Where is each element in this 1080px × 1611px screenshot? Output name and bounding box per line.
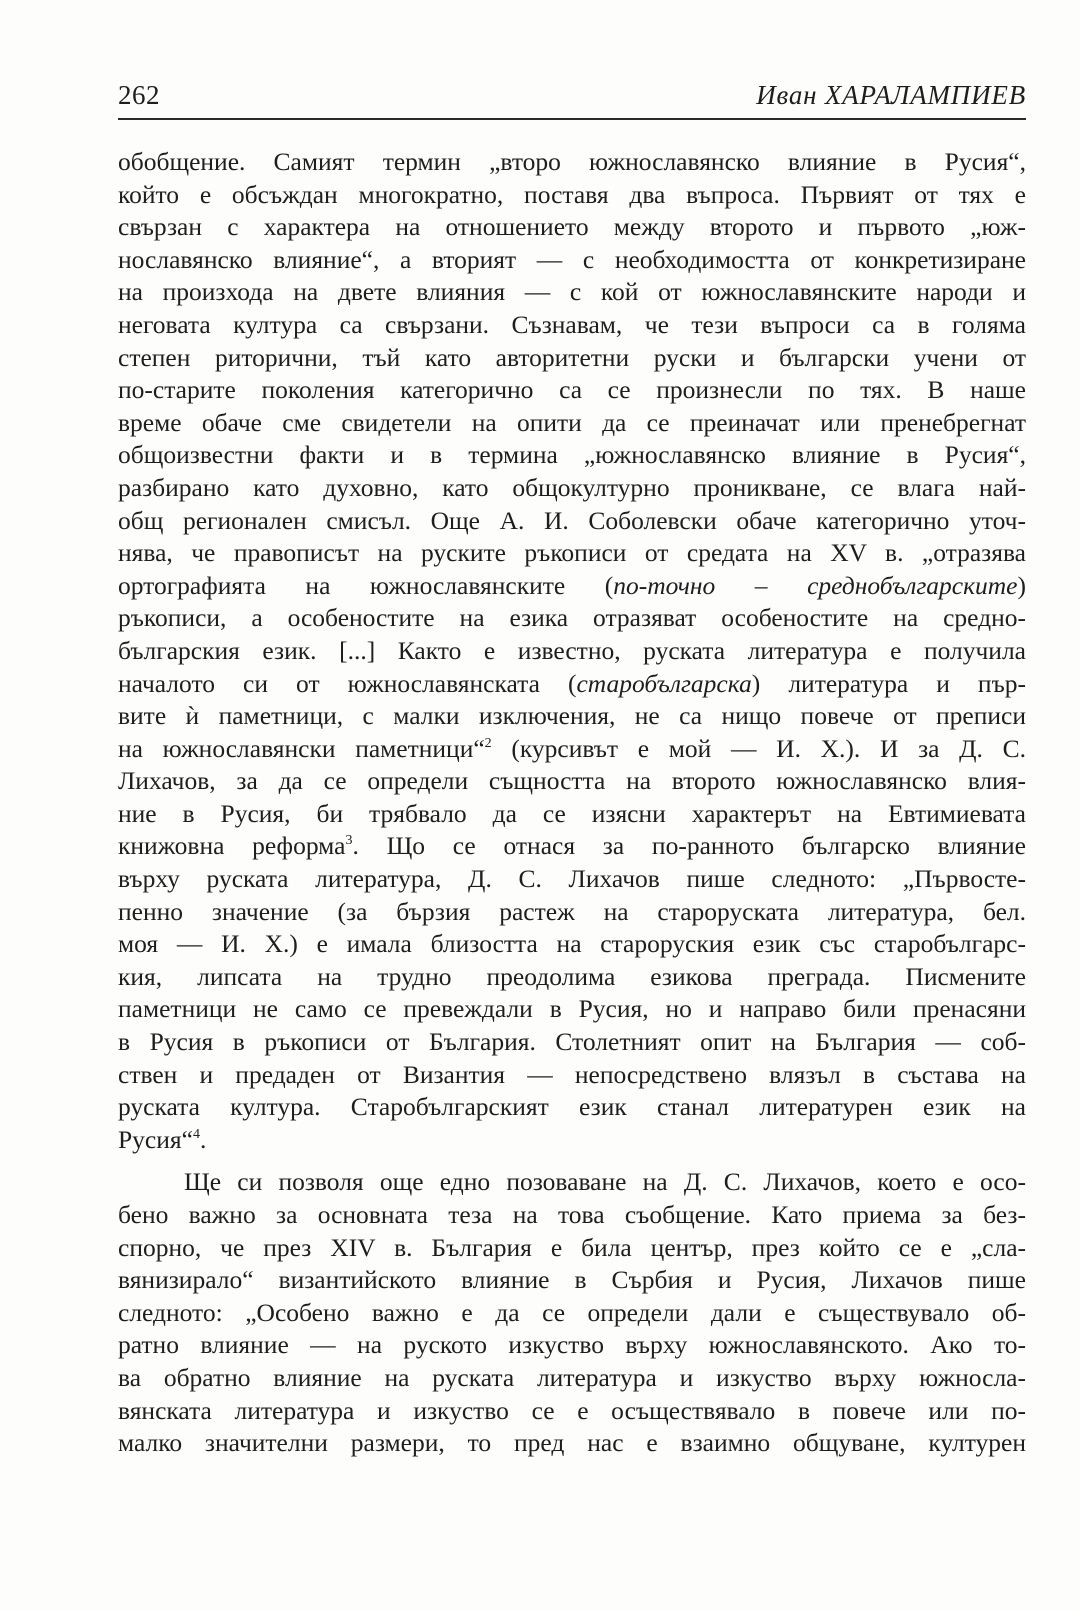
text-line (118, 668, 1026, 701)
text-line: кия, липсата на трудно преодолима езикова преграда. Писмените (118, 961, 1026, 991)
text-segment: (курсивът е мой — И. Х.). И за Д. С. (491, 733, 1026, 763)
text-segment: книжовна реформа (118, 831, 346, 861)
text-segment: на южнославянски паметници“ (118, 733, 485, 763)
text-segment: ) литература и пър- (751, 668, 1026, 698)
text-line (118, 733, 1026, 766)
text-line (118, 830, 1026, 863)
text-line: Лихачов, за да се определи същността на второто южнославянско влия- (118, 766, 1026, 796)
text-line: вите ѝ паметници, с малки изключения, не са нищо повече от преписи (118, 701, 1026, 731)
text-line: руската култура. Старобългарският език станал литературен език на (118, 1092, 1026, 1122)
text-line: върху руската литература, Д. С. Лихачов пише следното: „Първосте- (118, 864, 1026, 894)
page-number: 262 (118, 80, 160, 110)
page-header (118, 76, 1026, 122)
text-line: който е обсъждан многократно, поставя два въпроса. Първият от тях е (118, 179, 1026, 209)
text-segment: началото си от южнославянската ( (118, 668, 577, 698)
text-segment: Русия“ (118, 1124, 193, 1154)
text-line: обобщение. Самият термин „второ южнославянско влияние в Русия“, (118, 147, 1026, 176)
text-line: време обаче сме свидетели на опити да се преиначат или пренебрегнат (118, 407, 1026, 437)
text-segment: . Що се отнася за по-ранното българско влияние (352, 831, 1026, 861)
text-line: пенно значение (за бързия растеж на староруската литература, бел. (118, 896, 1026, 926)
text-line: бено важно за основната теза на това съобщение. Като приема за без- (118, 1200, 1026, 1229)
text-line: общоизвестни факти и в термина „южнославянско влияние в Русия“, (118, 440, 1026, 470)
text-line: ние в Русия, би трябвало да се изясни характерът на Евтимиевата (118, 798, 1026, 828)
text-line: общ регионален смисъл. Още А. И. Соболевски обаче категорично уточ- (118, 505, 1026, 535)
text-line: разбирано като духовно, като общокултурно проникване, се влага най- (118, 472, 1026, 502)
text-line: ръкописи, а особеностите на езика отразяват особеностите на средно- (118, 603, 1026, 633)
text-line: нява, че правописът на руските ръкописи от средата на XV в. „отразява (118, 538, 1026, 568)
text-line: ствен и предаден от Византия — непосредствено влязъл в състава на (118, 1059, 1026, 1089)
text-segment: ортографията на южнославянските ( (118, 570, 614, 600)
text-line: неговата култура са свързани. Съзнавам, че тези въпроси са в голяма (118, 309, 1026, 339)
text-line: вянизирало“ византийското влияние в Сърбия и Русия, Лихачов пише (118, 1265, 1026, 1295)
body-text (118, 146, 1026, 1460)
text-line: свързан с характера на отношението между второто и първото „юж- (118, 212, 1026, 242)
text-line: малко значителни размери, то пред нас е взаимно общуване, културен (118, 1428, 1026, 1458)
text-line: на произхода на двете влияния — с кой от южнославянските народи и (118, 277, 1026, 307)
text-segment: . (199, 1124, 207, 1154)
italic-text: по-точно – среднобългарските (613, 570, 1018, 600)
footnote-ref: 4 (192, 1126, 200, 1142)
text-line: паметници не само се превеждали в Русия, но и направо били пренасяни (118, 994, 1026, 1024)
text-line: Ще си позволя още едно позоваване на Д. С. Лихачов, което е осо- (184, 1167, 1026, 1197)
footnote-ref: 3 (345, 833, 353, 849)
text-line: вянската литература и изкуство се е осъществявало в повече или по- (118, 1395, 1026, 1425)
text-line (118, 1124, 1026, 1157)
text-line: степен риторични, тъй като авторитетни руски и български учени от (118, 342, 1026, 372)
running-head-author: Иван ХАРАЛАМПИЕВ (756, 80, 1026, 110)
text-line: следното: „Особено важно е да се определи дали е съществувало об- (118, 1297, 1026, 1327)
header-rule (118, 118, 1026, 120)
paragraph-gap (118, 1156, 1026, 1166)
text-line: по-старите поколения категорично са се произнесли по тях. В наше (118, 375, 1026, 405)
text-line (118, 570, 1026, 603)
footnote-ref: 2 (484, 735, 492, 751)
text-line: ратно влияние — на руското изкуство върху южнославянското. Ако то- (118, 1330, 1026, 1360)
text-segment: ) (1017, 570, 1027, 600)
text-line: нославянско влияние“, а вторият — с необходимостта от конкретизиране (118, 244, 1026, 274)
italic-text: старобългарска (576, 668, 752, 698)
text-line: спорно, че през XIV в. България е била център, през който се е „сла- (118, 1232, 1026, 1262)
text-line: в Русия в ръкописи от България. Столетният опит на България — соб- (118, 1027, 1026, 1057)
text-line: моя — И. Х.) е имала близостта на староруския език със старобългарс- (118, 929, 1026, 959)
text-line: българския език. [...] Както е известно, руската литература е получила (118, 635, 1026, 665)
text-line: ва обратно влияние на руската литература и изкуство върху южносла- (118, 1362, 1026, 1392)
